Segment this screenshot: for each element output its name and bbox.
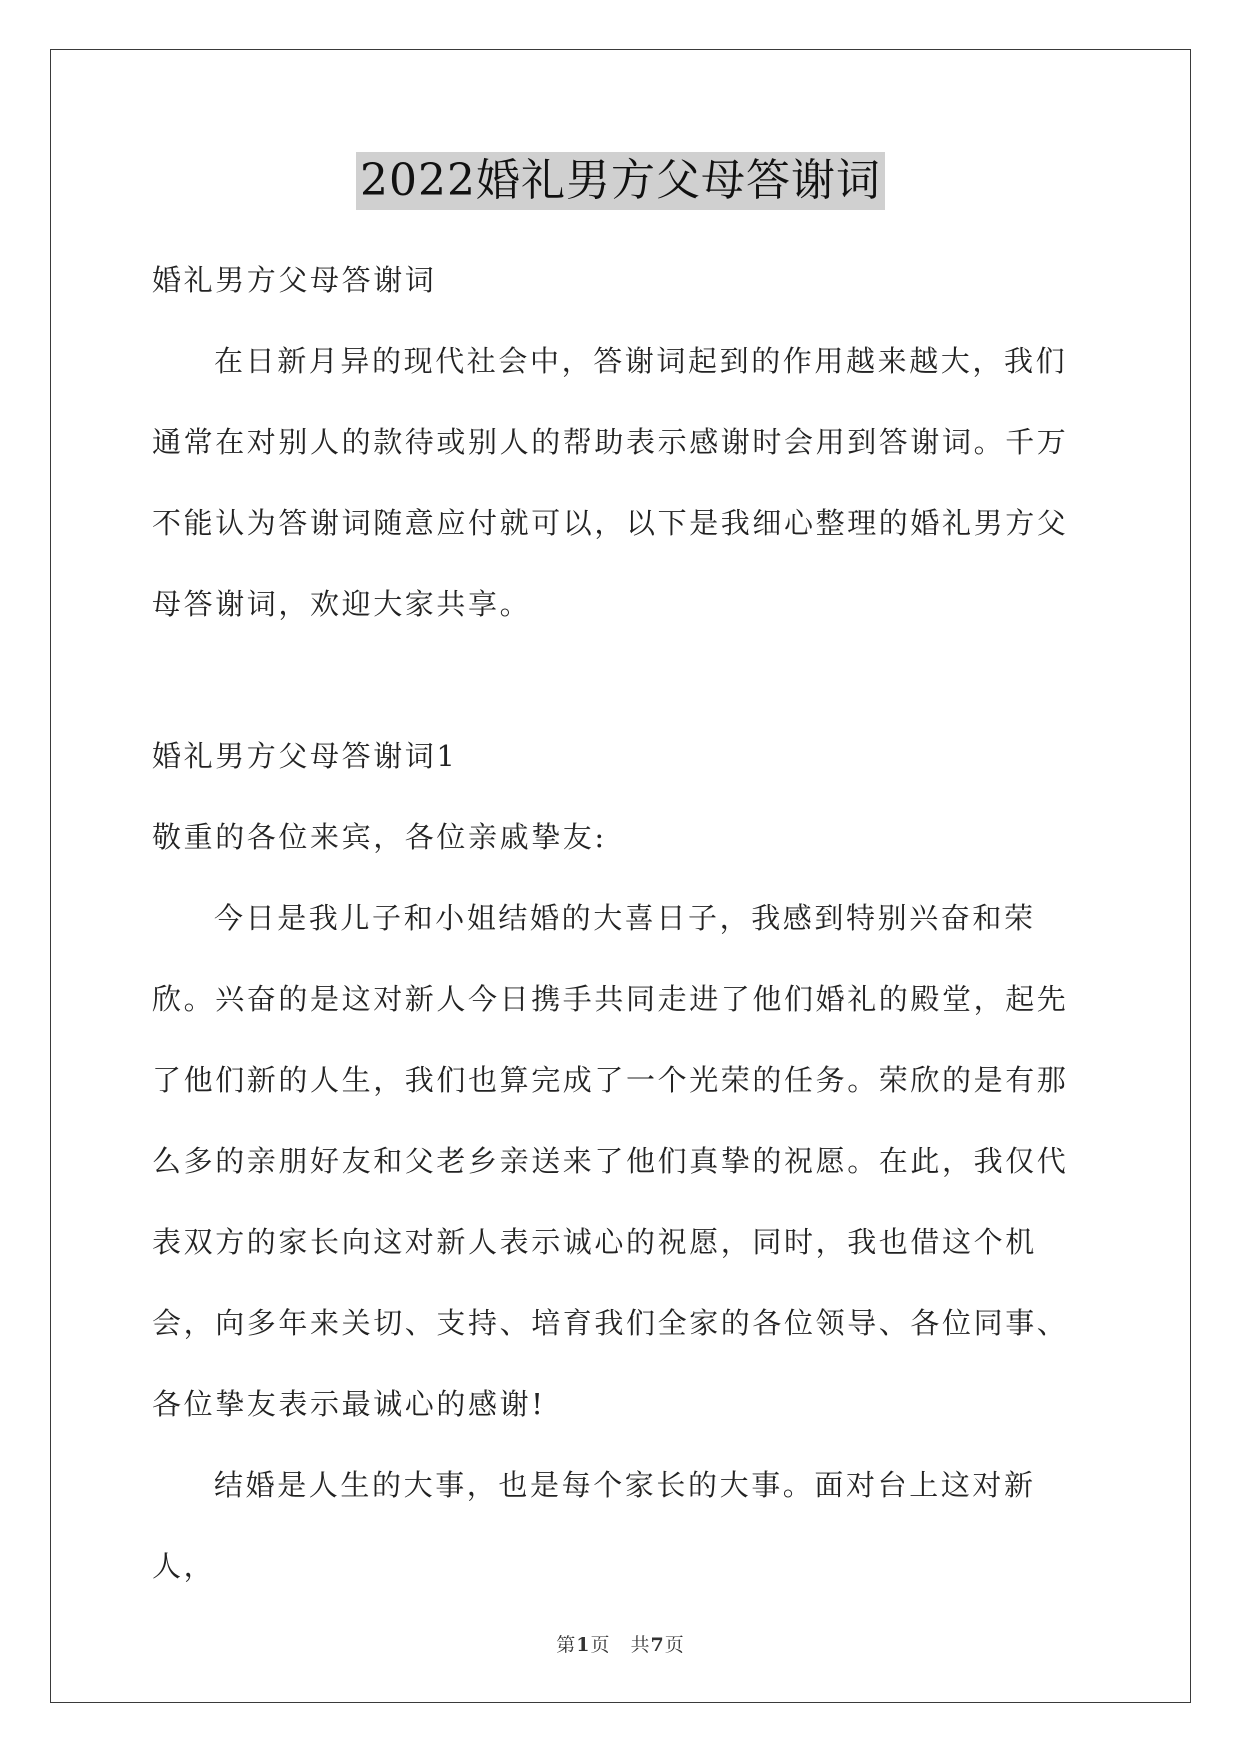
page-total: 7 xyxy=(650,1634,665,1656)
page-number: 1 xyxy=(576,1634,591,1656)
page-footer xyxy=(0,1630,1241,1657)
intro-paragraph: 在日新月异的现代社会中，答谢词起到的作用越来越大，我们通常在对别人的款待或别人的帮助表示感谢时会用到答谢词。千万不能认为答谢词随意应付就可以，以下是我细心整理的婚礼男方父母答谢词，欢迎大家共享。 xyxy=(152,344,1069,621)
section-heading: 婚礼男方父母答谢词1 xyxy=(152,739,458,773)
body-paragraph-2: 结婚是人生的大事，也是每个家长的大事。面对台上这对新人， xyxy=(152,1468,1036,1583)
subtitle: 婚礼男方父母答谢词 xyxy=(152,263,437,297)
salutation: 敬重的各位来宾，各位亲戚挚友: xyxy=(152,820,607,854)
title-container xyxy=(0,152,1241,210)
total-unit: 页 xyxy=(664,1634,685,1656)
page-prefix: 第 xyxy=(556,1634,577,1656)
section-spacer xyxy=(152,645,1090,716)
page-unit: 页 xyxy=(590,1634,611,1656)
total-prefix: 共 xyxy=(630,1634,651,1656)
document-body xyxy=(152,240,1090,1607)
body-paragraph-1: 今日是我儿子和小姐结婚的大喜日子，我感到特别兴奋和荣欣。兴奋的是这对新人今日携手共同走进了他们婚礼的殿堂，起先了他们新的人生，我们也算完成了一个光荣的任务。荣欣的是有那么多的亲朋好友和父老乡亲送来了他们真挚的祝愿。在此，我仅代表双方的家长向这对新人表示诚心的祝愿，同时，我也借这个机会，向多年来关切、支持、培育我们全家的各位领导、各位同事、各位挚友表示最诚心的感谢! xyxy=(152,901,1069,1421)
document-title: 2022婚礼男方父母答谢词 xyxy=(356,152,885,210)
